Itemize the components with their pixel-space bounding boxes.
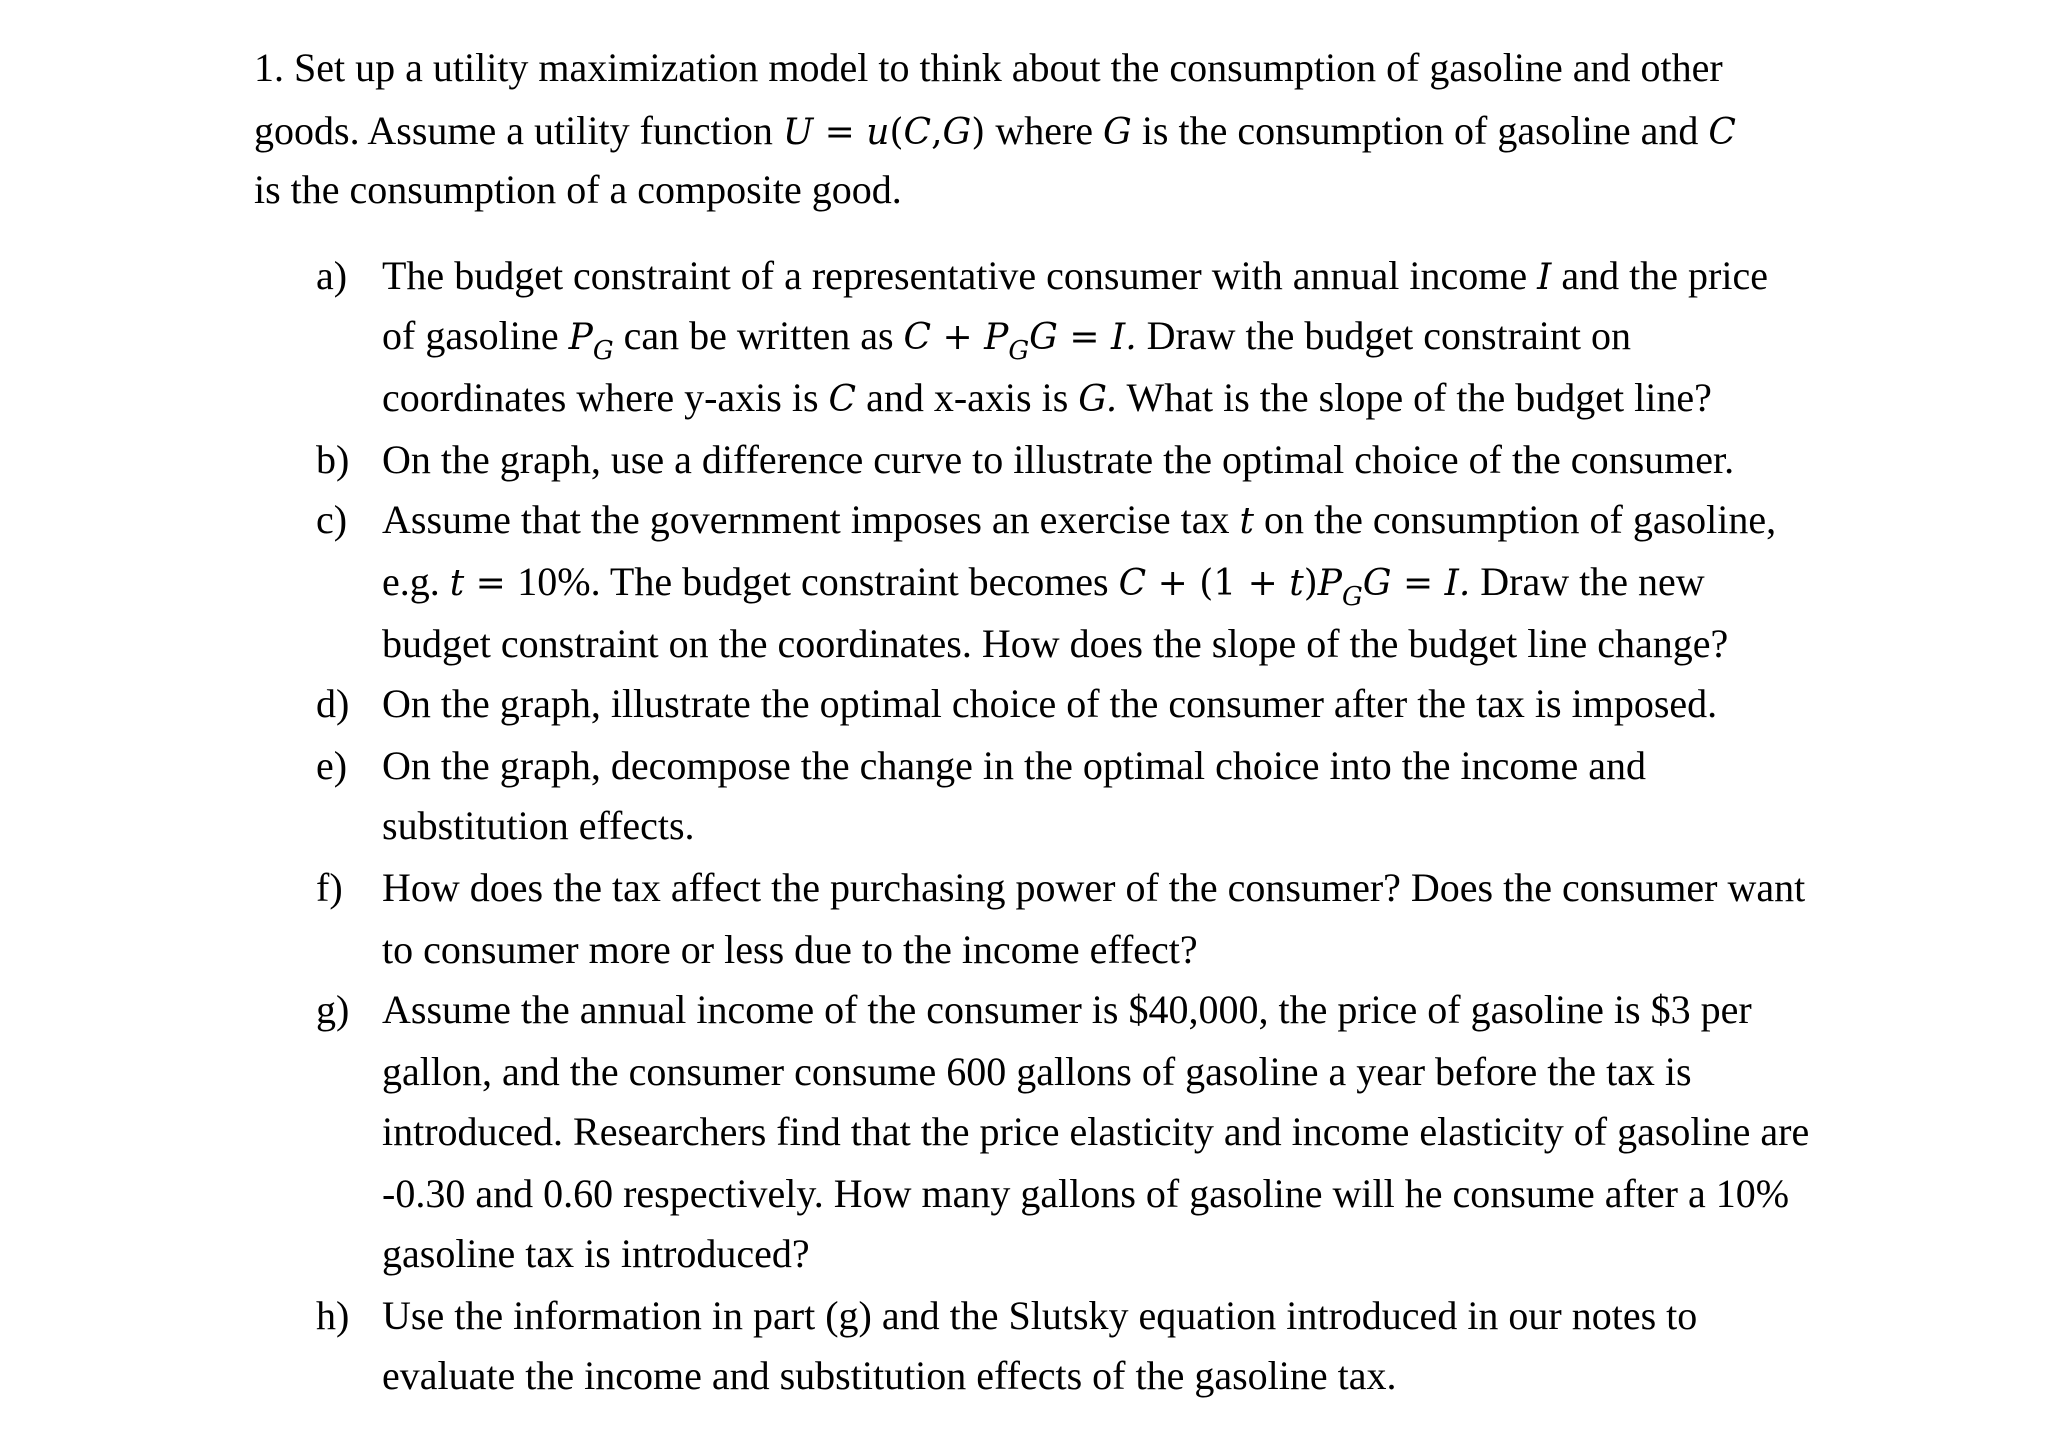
part-a-text: and the price <box>1561 253 1768 298</box>
math-P: P <box>984 317 1009 358</box>
math-C: C <box>903 112 932 153</box>
math-plus: + <box>1146 563 1200 604</box>
math-lparen: ( <box>889 112 904 153</box>
math-u: u <box>866 112 890 153</box>
math-one-plus: (1 + <box>1199 563 1290 604</box>
part-a-text: Draw the budget constraint on <box>1136 313 1631 358</box>
part-d-text: On the graph, illustrate the optimal choice of the consumer after the tax is imposed. <box>382 681 1718 726</box>
part-g-line-1 <box>382 986 1752 1034</box>
part-a-text: of gasoline <box>382 313 559 358</box>
question-line-1 <box>254 44 1723 92</box>
question-text: is the consumption of a composite good. <box>254 167 902 212</box>
part-e-label: e) <box>316 743 348 788</box>
part-f-line-2 <box>382 926 1198 974</box>
math-I: I. <box>1444 563 1471 604</box>
math-sub-G: G <box>592 336 614 366</box>
math-rparen: ) <box>971 112 986 153</box>
part-a-line-3 <box>382 374 1712 424</box>
math-G: G. <box>1078 379 1118 420</box>
math-G: G <box>1029 317 1058 358</box>
part-h-text: Use the information in part (g) and the Slutsky equation introduced in our notes to <box>382 1293 1698 1338</box>
math-G: G <box>1103 112 1132 153</box>
part-h-label: h) <box>316 1293 350 1338</box>
part-c-line-3 <box>382 620 1728 668</box>
math-rparen: ) <box>1303 563 1318 604</box>
part-c-line-2 <box>382 558 1705 611</box>
part-c-line-1 <box>382 496 1776 546</box>
math-equals: = <box>1057 317 1111 358</box>
math-t: t <box>1289 563 1304 604</box>
part-a-line-1 <box>382 252 1768 302</box>
part-c-text: e.g. <box>382 559 440 604</box>
math-G: G <box>942 112 972 153</box>
part-c-label: c) <box>316 497 348 542</box>
part-a-label: a) <box>316 253 348 298</box>
part-c-text: Assume that the government imposes an exercise tax <box>382 497 1230 542</box>
part-d-label: d) <box>316 681 350 726</box>
part-g-line-5 <box>382 1230 810 1278</box>
part-a-text: coordinates where y-axis is <box>382 375 819 420</box>
part-a-text: What is the slope of the budget line? <box>1117 375 1712 420</box>
math-plus: + <box>931 317 985 358</box>
part-b-label: b) <box>316 437 350 482</box>
part-h-line-2 <box>382 1352 1397 1400</box>
math-C: C <box>1118 563 1147 604</box>
question-text: goods. Assume a utility function <box>254 108 773 153</box>
question-text: is the consumption of gasoline and <box>1141 108 1699 153</box>
part-g-line-4 <box>382 1170 1789 1218</box>
math-U: U <box>782 112 814 153</box>
part-a-text: can be written as <box>623 313 894 358</box>
part-c-text: on the consumption of gasoline, <box>1264 497 1777 542</box>
math-I: I. <box>1110 317 1137 358</box>
part-g-line-2 <box>382 1048 1692 1096</box>
part-a-line-2 <box>382 312 1631 365</box>
part-e-line-2 <box>382 802 695 850</box>
question-line-2 <box>254 107 1736 157</box>
math-sub-G: G <box>1008 336 1030 366</box>
math-P: P <box>568 317 593 358</box>
math-sub-G: G <box>1341 582 1363 612</box>
part-b-line-1 <box>382 436 1734 484</box>
part-g-text: introduced. Researchers find that the price elasticity and income elasticity of gasoline are <box>382 1109 1810 1154</box>
part-a-text: and x-axis is <box>866 375 1069 420</box>
question-text: where <box>995 108 1094 153</box>
part-e-text: substitution effects. <box>382 803 695 848</box>
part-c-text: Draw the new <box>1470 559 1705 604</box>
part-g-text: -0.30 and 0.60 respectively. How many gallons of gasoline will he consume after a 10% <box>382 1171 1790 1216</box>
part-g-text: gallon, and the consumer consume 600 gallons of gasoline a year before the tax is <box>382 1049 1692 1094</box>
part-d-line-1 <box>382 680 1717 728</box>
part-f-text: to consumer more or less due to the income effect? <box>382 927 1198 972</box>
math-P: P <box>1317 563 1342 604</box>
part-f-line-1 <box>382 864 1805 912</box>
part-g-text: Assume the annual income of the consumer is $40,000, the price of gasoline is $3 per <box>382 987 1752 1032</box>
part-f-label: f) <box>316 865 343 910</box>
question-text: 1. Set up a utility maximization model to think about the consumption of gasoline and other <box>254 45 1723 90</box>
part-e-text: On the graph, decompose the change in the optimal choice into the income and <box>382 743 1647 788</box>
part-c-text: 10%. The budget constraint becomes <box>517 559 1109 604</box>
math-equals: = <box>1391 563 1445 604</box>
math-I: I <box>1537 257 1552 298</box>
math-G: G <box>1362 563 1392 604</box>
part-f-text: How does the tax affect the purchasing power of the consumer? Does the consumer want <box>382 865 1806 910</box>
math-t: t <box>1239 501 1255 542</box>
math-equals: = <box>464 563 518 604</box>
math-equals: = <box>813 112 867 153</box>
math-C: C <box>828 379 857 420</box>
part-h-line-1 <box>382 1292 1697 1340</box>
math-C: C <box>903 317 932 358</box>
math-t: t <box>449 563 465 604</box>
math-C: C <box>1708 112 1736 153</box>
part-c-text: budget constraint on the coordinates. How does the slope of the budget line change? <box>382 621 1729 666</box>
part-h-text: evaluate the income and substitution effects of the gasoline tax. <box>382 1353 1397 1398</box>
math-comma: , <box>931 112 943 153</box>
part-e-line-1 <box>382 742 1646 790</box>
part-b-text: On the graph, use a difference curve to illustrate the optimal choice of the consumer. <box>382 437 1735 482</box>
part-g-text: gasoline tax is introduced? <box>382 1231 810 1276</box>
part-g-label: g) <box>316 987 350 1032</box>
part-g-line-3 <box>382 1108 1809 1156</box>
part-a-text: The budget constraint of a representative consumer with annual income <box>382 253 1528 298</box>
question-line-3 <box>254 166 902 214</box>
